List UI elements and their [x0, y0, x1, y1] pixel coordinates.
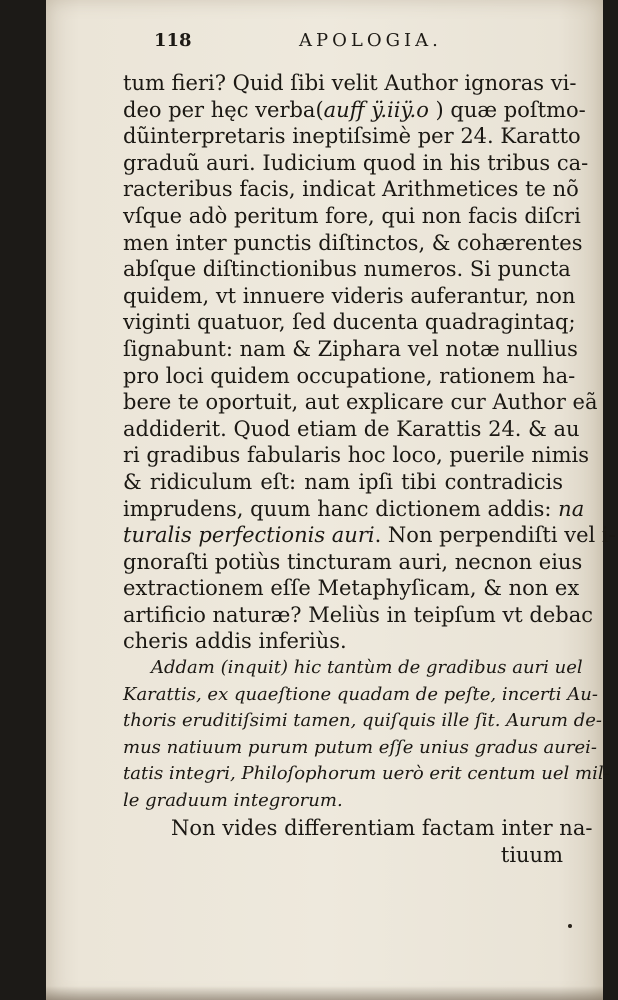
quote-line: tatis integri, Philoſophorum uerò erit centum uel mil-	[123, 763, 610, 785]
ink-speck	[568, 924, 572, 928]
italic-word: na	[558, 496, 585, 521]
italic-phrase: turalis perfectionis auri	[123, 523, 375, 548]
text-line: addiderit. Quod etiam de Karattis 24. & au	[123, 416, 580, 441]
text-line: Non vides differentiam factam inter na-	[171, 816, 593, 840]
text-line: & ridiculum eſt: nam ipſi tibi contradicis	[123, 469, 563, 494]
text-line: bere te oportuit, aut explicare cur Author eã	[123, 390, 598, 415]
page-number: 118	[154, 30, 192, 51]
page-header	[154, 30, 579, 56]
main-text	[123, 70, 616, 655]
text-line: pro loci quidem occupatione, rationem ha-	[123, 363, 576, 388]
quote-line: Karattis, ex quaeſtione quadam de peſte, incerti Au-	[123, 683, 598, 705]
text-line: imprudens, quum hanc dictionem addis: na	[123, 496, 585, 521]
text-line: vſque adò peritum fore, qui non facis diſcri	[123, 203, 581, 228]
text-line: extractionem eſſe Metaphyſicam, & non ex	[123, 576, 580, 601]
quote-line: Addam (inquit) hic tantùm de gradibus auri uel	[151, 657, 583, 678]
text-line: ri gradibus fabularis hoc loco, puerile nimis	[123, 443, 590, 468]
quote-line: thoris eruditiſsimi tamen, quiſquis ille ſit. Aurum de-	[123, 710, 602, 732]
italic-citation: auff ÿ.iiÿ.o	[323, 97, 429, 122]
text-line: deo per hęc verba(auff ÿ.iiÿ.o ) quæ poſtmo-	[123, 97, 586, 122]
text-line: tum fieri? Quid ſibi velit Author ignoras vi-	[123, 71, 577, 95]
text-line: turalis perfectionis auri. Non perpendiſti vel i-	[123, 523, 616, 548]
text-line: cheris addis inferiùs.	[123, 629, 347, 654]
text-line: ſignabunt: nam & Ziphara vel notæ nullius	[123, 336, 578, 361]
catchword: tiuum	[500, 842, 563, 867]
text-line: abſque diſtinctionibus numeros. Si puncta	[123, 257, 571, 282]
text-line: dũinterpretaris ineptiſsimè per 24. Karatto	[123, 124, 581, 149]
text-line: gnoraſti potiùs tincturam auri, necnon eius	[123, 549, 583, 574]
text-line: artificio naturæ? Meliùs in teipſum vt debac	[123, 602, 593, 627]
text-line: men inter punctis diſtinctos, & cohærentes	[123, 230, 583, 255]
text-line: viginti quatuor, ſed ducenta quadragintaq;	[123, 310, 576, 335]
text-line: graduũ auri. Iudicium quod in his tribus ca-	[123, 150, 589, 175]
text-line: quidem, vt innuere videris auferantur, non	[123, 283, 576, 308]
text-line: racteribus facis, indicat Arithmetices te nõ	[123, 177, 579, 202]
quote-line: le graduum integrorum.	[123, 789, 343, 811]
closing-text	[123, 815, 593, 868]
quotation-block	[123, 655, 610, 815]
running-head: APOLOGIA.	[299, 30, 442, 51]
quote-line: mus natiuum purum putum eſſe unius gradus aurei-	[123, 736, 597, 758]
